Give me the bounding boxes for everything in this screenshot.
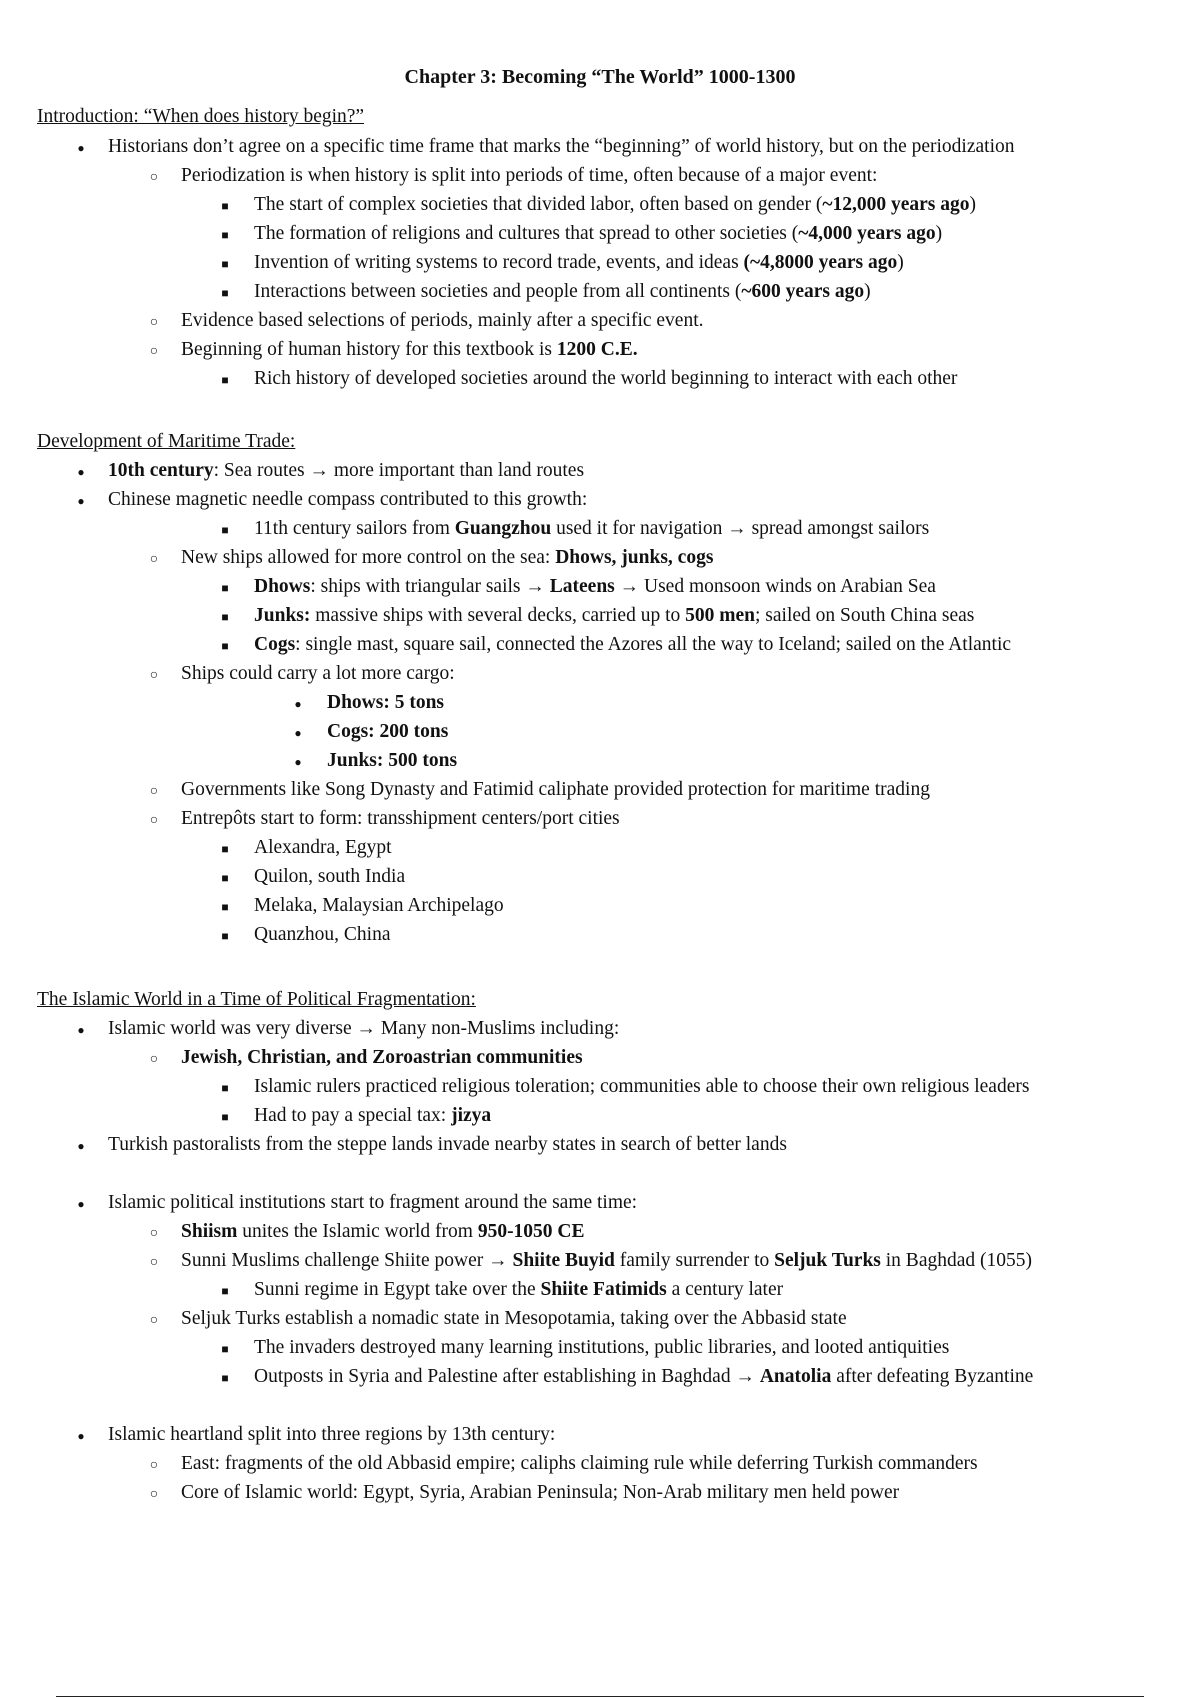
list-item bbox=[254, 632, 1011, 658]
list-item bbox=[254, 1364, 1033, 1390]
bold-text: Shiism bbox=[181, 1221, 238, 1242]
bullet-marker bbox=[217, 1277, 233, 1304]
bullet-marker bbox=[217, 1103, 233, 1130]
text: Historians don’t agree on a specific time frame that marks the “beginning” of world history, but on the periodization bbox=[108, 136, 1015, 157]
bold-text: Jewish, Christian, and Zoroastrian communities bbox=[181, 1047, 583, 1068]
list-item bbox=[254, 250, 904, 276]
list-item bbox=[254, 221, 942, 247]
text: unites the Islamic world from bbox=[237, 1221, 478, 1242]
text: used it for navigation → spread amongst sailors bbox=[551, 518, 930, 539]
list-item bbox=[254, 1074, 1029, 1100]
text: Islamic rulers practiced religious toleration; communities able to choose their own religious leaders bbox=[254, 1076, 1030, 1097]
list-item bbox=[181, 308, 704, 334]
bullet-marker bbox=[146, 308, 162, 336]
bullet-marker bbox=[146, 806, 162, 834]
list-item bbox=[181, 1306, 847, 1332]
bold-text: Lateens bbox=[549, 576, 615, 597]
bullet-marker bbox=[290, 690, 306, 717]
bullet-marker bbox=[217, 574, 233, 601]
bold-text: (~4,8000 years ago bbox=[743, 252, 898, 273]
bullet-marker bbox=[146, 337, 162, 365]
list-item bbox=[254, 922, 390, 948]
text: New ships allowed for more control on the sea: bbox=[181, 547, 556, 568]
bullet-marker bbox=[146, 1219, 162, 1247]
bullet-marker bbox=[217, 922, 233, 949]
bold-text: Anatolia bbox=[759, 1366, 832, 1387]
bold-text: Junks: bbox=[254, 605, 311, 626]
text: Alexandra, Egypt bbox=[254, 837, 392, 858]
bold-text: 500 men bbox=[685, 605, 755, 626]
bullet-marker bbox=[217, 864, 233, 891]
bullet-marker bbox=[217, 603, 233, 630]
bullet-marker bbox=[217, 632, 233, 659]
text: ) bbox=[897, 252, 904, 273]
list-item bbox=[181, 545, 713, 571]
bullet-marker bbox=[73, 1190, 89, 1217]
bullet-marker bbox=[73, 458, 89, 485]
text: Evidence based selections of periods, mainly after a specific event. bbox=[181, 310, 704, 331]
list-item bbox=[254, 893, 504, 919]
list-item bbox=[108, 1016, 619, 1042]
list-item bbox=[181, 806, 620, 832]
bullet-marker bbox=[73, 1422, 89, 1449]
bold-text: Dhows: 5 tons bbox=[327, 692, 445, 713]
text: ) bbox=[935, 223, 943, 244]
text: Melaka, Malaysian Archipelago bbox=[254, 895, 504, 916]
text: ; sailed on South China seas bbox=[755, 605, 975, 626]
text: Entrepôts start to form: transshipment centers/port cities bbox=[181, 808, 620, 829]
list-item bbox=[108, 458, 584, 484]
list-item bbox=[254, 835, 392, 861]
list-item bbox=[327, 719, 448, 745]
list-item bbox=[181, 661, 455, 687]
bullet-marker bbox=[217, 250, 233, 277]
list-item bbox=[181, 163, 877, 189]
text: Outposts in Syria and Palestine after establishing in Baghdad → bbox=[254, 1366, 760, 1387]
list-item bbox=[254, 1277, 783, 1303]
text: Introduction: “When does history begin?” bbox=[37, 106, 365, 127]
text: : single mast, square sail, connected the Azores all the way to Iceland; sailed on the Atlantic bbox=[295, 634, 1012, 655]
bullet-marker bbox=[217, 192, 233, 219]
bold-text: Dhows, junks, cogs bbox=[555, 547, 714, 568]
list-item bbox=[181, 777, 930, 803]
list-item bbox=[108, 487, 587, 513]
list-item bbox=[108, 134, 1015, 160]
bullet-marker bbox=[146, 545, 162, 573]
text: Had to pay a special tax: bbox=[254, 1105, 452, 1126]
bullet-marker bbox=[146, 1045, 162, 1073]
text: Islamic heartland split into three regions by 13th century: bbox=[108, 1424, 556, 1445]
bullet-marker bbox=[217, 1074, 233, 1101]
text: Interactions between societies and people from all continents ( bbox=[254, 281, 742, 302]
bullet-marker bbox=[217, 279, 233, 306]
text: Core of Islamic world: Egypt, Syria, Arabian Peninsula; Non-Arab military men held power bbox=[181, 1482, 900, 1503]
bullet-marker bbox=[217, 1364, 233, 1391]
text: Chinese magnetic needle compass contributed to this growth: bbox=[108, 489, 588, 510]
list-item bbox=[327, 690, 444, 716]
text: Islamic political institutions start to fragment around the same time: bbox=[108, 1192, 638, 1213]
list-item bbox=[108, 1422, 555, 1448]
text: The Islamic World in a Time of Political Fragmentation: bbox=[37, 989, 476, 1010]
text: a century later bbox=[666, 1279, 784, 1300]
text: Turkish pastoralists from the steppe lands invade nearby states in search of better lands bbox=[108, 1134, 787, 1155]
list-item bbox=[254, 516, 929, 542]
section-heading bbox=[37, 104, 364, 130]
bold-text: Guangzhou bbox=[454, 518, 552, 539]
text: in Baghdad (1055) bbox=[880, 1250, 1032, 1271]
footer-divider bbox=[56, 1696, 1144, 1697]
list-item bbox=[181, 1248, 1032, 1274]
bullet-marker bbox=[217, 221, 233, 248]
bold-text: Seljuk Turks bbox=[774, 1250, 881, 1271]
list-item bbox=[181, 1219, 585, 1245]
text: family surrender to bbox=[614, 1250, 775, 1271]
bold-text: Shiite Buyid bbox=[512, 1250, 615, 1271]
list-item bbox=[108, 1190, 637, 1216]
list-item bbox=[254, 864, 405, 890]
bold-text: ~4,000 years ago bbox=[798, 223, 936, 244]
bullet-marker bbox=[217, 366, 233, 393]
bullet-marker bbox=[73, 134, 89, 161]
text: Invention of writing systems to record trade, events, and ideas bbox=[254, 252, 744, 273]
bold-text: Junks: 500 tons bbox=[327, 750, 458, 771]
bullet-marker bbox=[73, 1016, 89, 1043]
text: The start of complex societies that divided labor, often based on gender ( bbox=[254, 194, 823, 215]
bold-text: Cogs: 200 tons bbox=[327, 721, 449, 742]
list-item bbox=[181, 1480, 899, 1506]
text: Seljuk Turks establish a nomadic state in Mesopotamia, taking over the Abbasid state bbox=[181, 1308, 847, 1329]
text: Ships could carry a lot more cargo: bbox=[181, 663, 455, 684]
text: ) bbox=[969, 194, 976, 215]
page-title: Chapter 3: Becoming “The World” 1000-1300 bbox=[404, 66, 796, 88]
text: Islamic world was very diverse → Many non-Muslims including: bbox=[108, 1018, 620, 1039]
list-item bbox=[254, 279, 871, 305]
bold-text: Dhows bbox=[254, 576, 311, 597]
text: Sunni Muslims challenge Shiite power → bbox=[181, 1250, 513, 1271]
text: : Sea routes → more important than land routes bbox=[213, 460, 585, 481]
text: after defeating Byzantine bbox=[831, 1366, 1034, 1387]
text: Development of Maritime Trade: bbox=[37, 431, 296, 452]
list-item bbox=[254, 574, 936, 600]
list-item bbox=[327, 748, 457, 774]
bold-text: 1200 C.E. bbox=[556, 339, 638, 360]
list-item bbox=[181, 1451, 978, 1477]
text: Governments like Song Dynasty and Fatimid caliphate provided protection for maritime trading bbox=[181, 779, 930, 800]
bold-text: ~12,000 years ago bbox=[822, 194, 970, 215]
bold-text: 10th century bbox=[108, 460, 214, 481]
list-item bbox=[181, 337, 638, 363]
section-heading bbox=[37, 429, 295, 455]
list-item bbox=[181, 1045, 583, 1071]
text: 11th century sailors from bbox=[254, 518, 455, 539]
bullet-marker bbox=[146, 777, 162, 805]
list-item bbox=[254, 1335, 949, 1361]
bullet-marker bbox=[146, 661, 162, 689]
list-item bbox=[254, 192, 976, 218]
bold-text: jizya bbox=[451, 1105, 492, 1126]
bullet-marker bbox=[217, 893, 233, 920]
section-heading bbox=[37, 987, 476, 1013]
text: Periodization is when history is split into periods of time, often because of a major event: bbox=[181, 165, 878, 186]
bullet-marker bbox=[217, 1335, 233, 1362]
text: The invaders destroyed many learning institutions, public libraries, and looted antiquities bbox=[254, 1337, 950, 1358]
bold-text: Shiite Fatimids bbox=[540, 1279, 667, 1300]
bullet-marker bbox=[146, 1451, 162, 1479]
bullet-marker bbox=[73, 487, 89, 514]
text: Beginning of human history for this textbook is bbox=[181, 339, 557, 360]
bold-text: 950-1050 CE bbox=[477, 1221, 585, 1242]
text: Rich history of developed societies around the world beginning to interact with each other bbox=[254, 368, 958, 389]
text: Quilon, south India bbox=[254, 866, 406, 887]
bullet-marker bbox=[146, 1306, 162, 1334]
bullet-marker bbox=[146, 1480, 162, 1508]
bold-text: Cogs bbox=[254, 634, 296, 655]
list-item bbox=[108, 1132, 787, 1158]
bullet-marker bbox=[73, 1132, 89, 1159]
text: The formation of religions and cultures that spread to other societies ( bbox=[254, 223, 799, 244]
bullet-marker bbox=[146, 163, 162, 191]
text: ) bbox=[864, 281, 871, 302]
bullet-marker bbox=[290, 748, 306, 775]
list-item bbox=[254, 366, 957, 392]
text: → Used monsoon winds on Arabian Sea bbox=[614, 576, 936, 597]
text: East: fragments of the old Abbasid empire; caliphs claiming rule while deferring Turkish commanders bbox=[181, 1453, 978, 1474]
text: massive ships with several decks, carried up to bbox=[310, 605, 686, 626]
list-item bbox=[254, 603, 974, 629]
bullet-marker bbox=[217, 516, 233, 543]
bold-text: ~600 years ago bbox=[741, 281, 865, 302]
text: Quanzhou, China bbox=[254, 924, 391, 945]
text: : ships with triangular sails → bbox=[310, 576, 550, 597]
bullet-marker bbox=[217, 835, 233, 862]
list-item bbox=[254, 1103, 491, 1129]
bullet-marker bbox=[146, 1248, 162, 1276]
bullet-marker bbox=[290, 719, 306, 746]
text: Sunni regime in Egypt take over the bbox=[254, 1279, 541, 1300]
